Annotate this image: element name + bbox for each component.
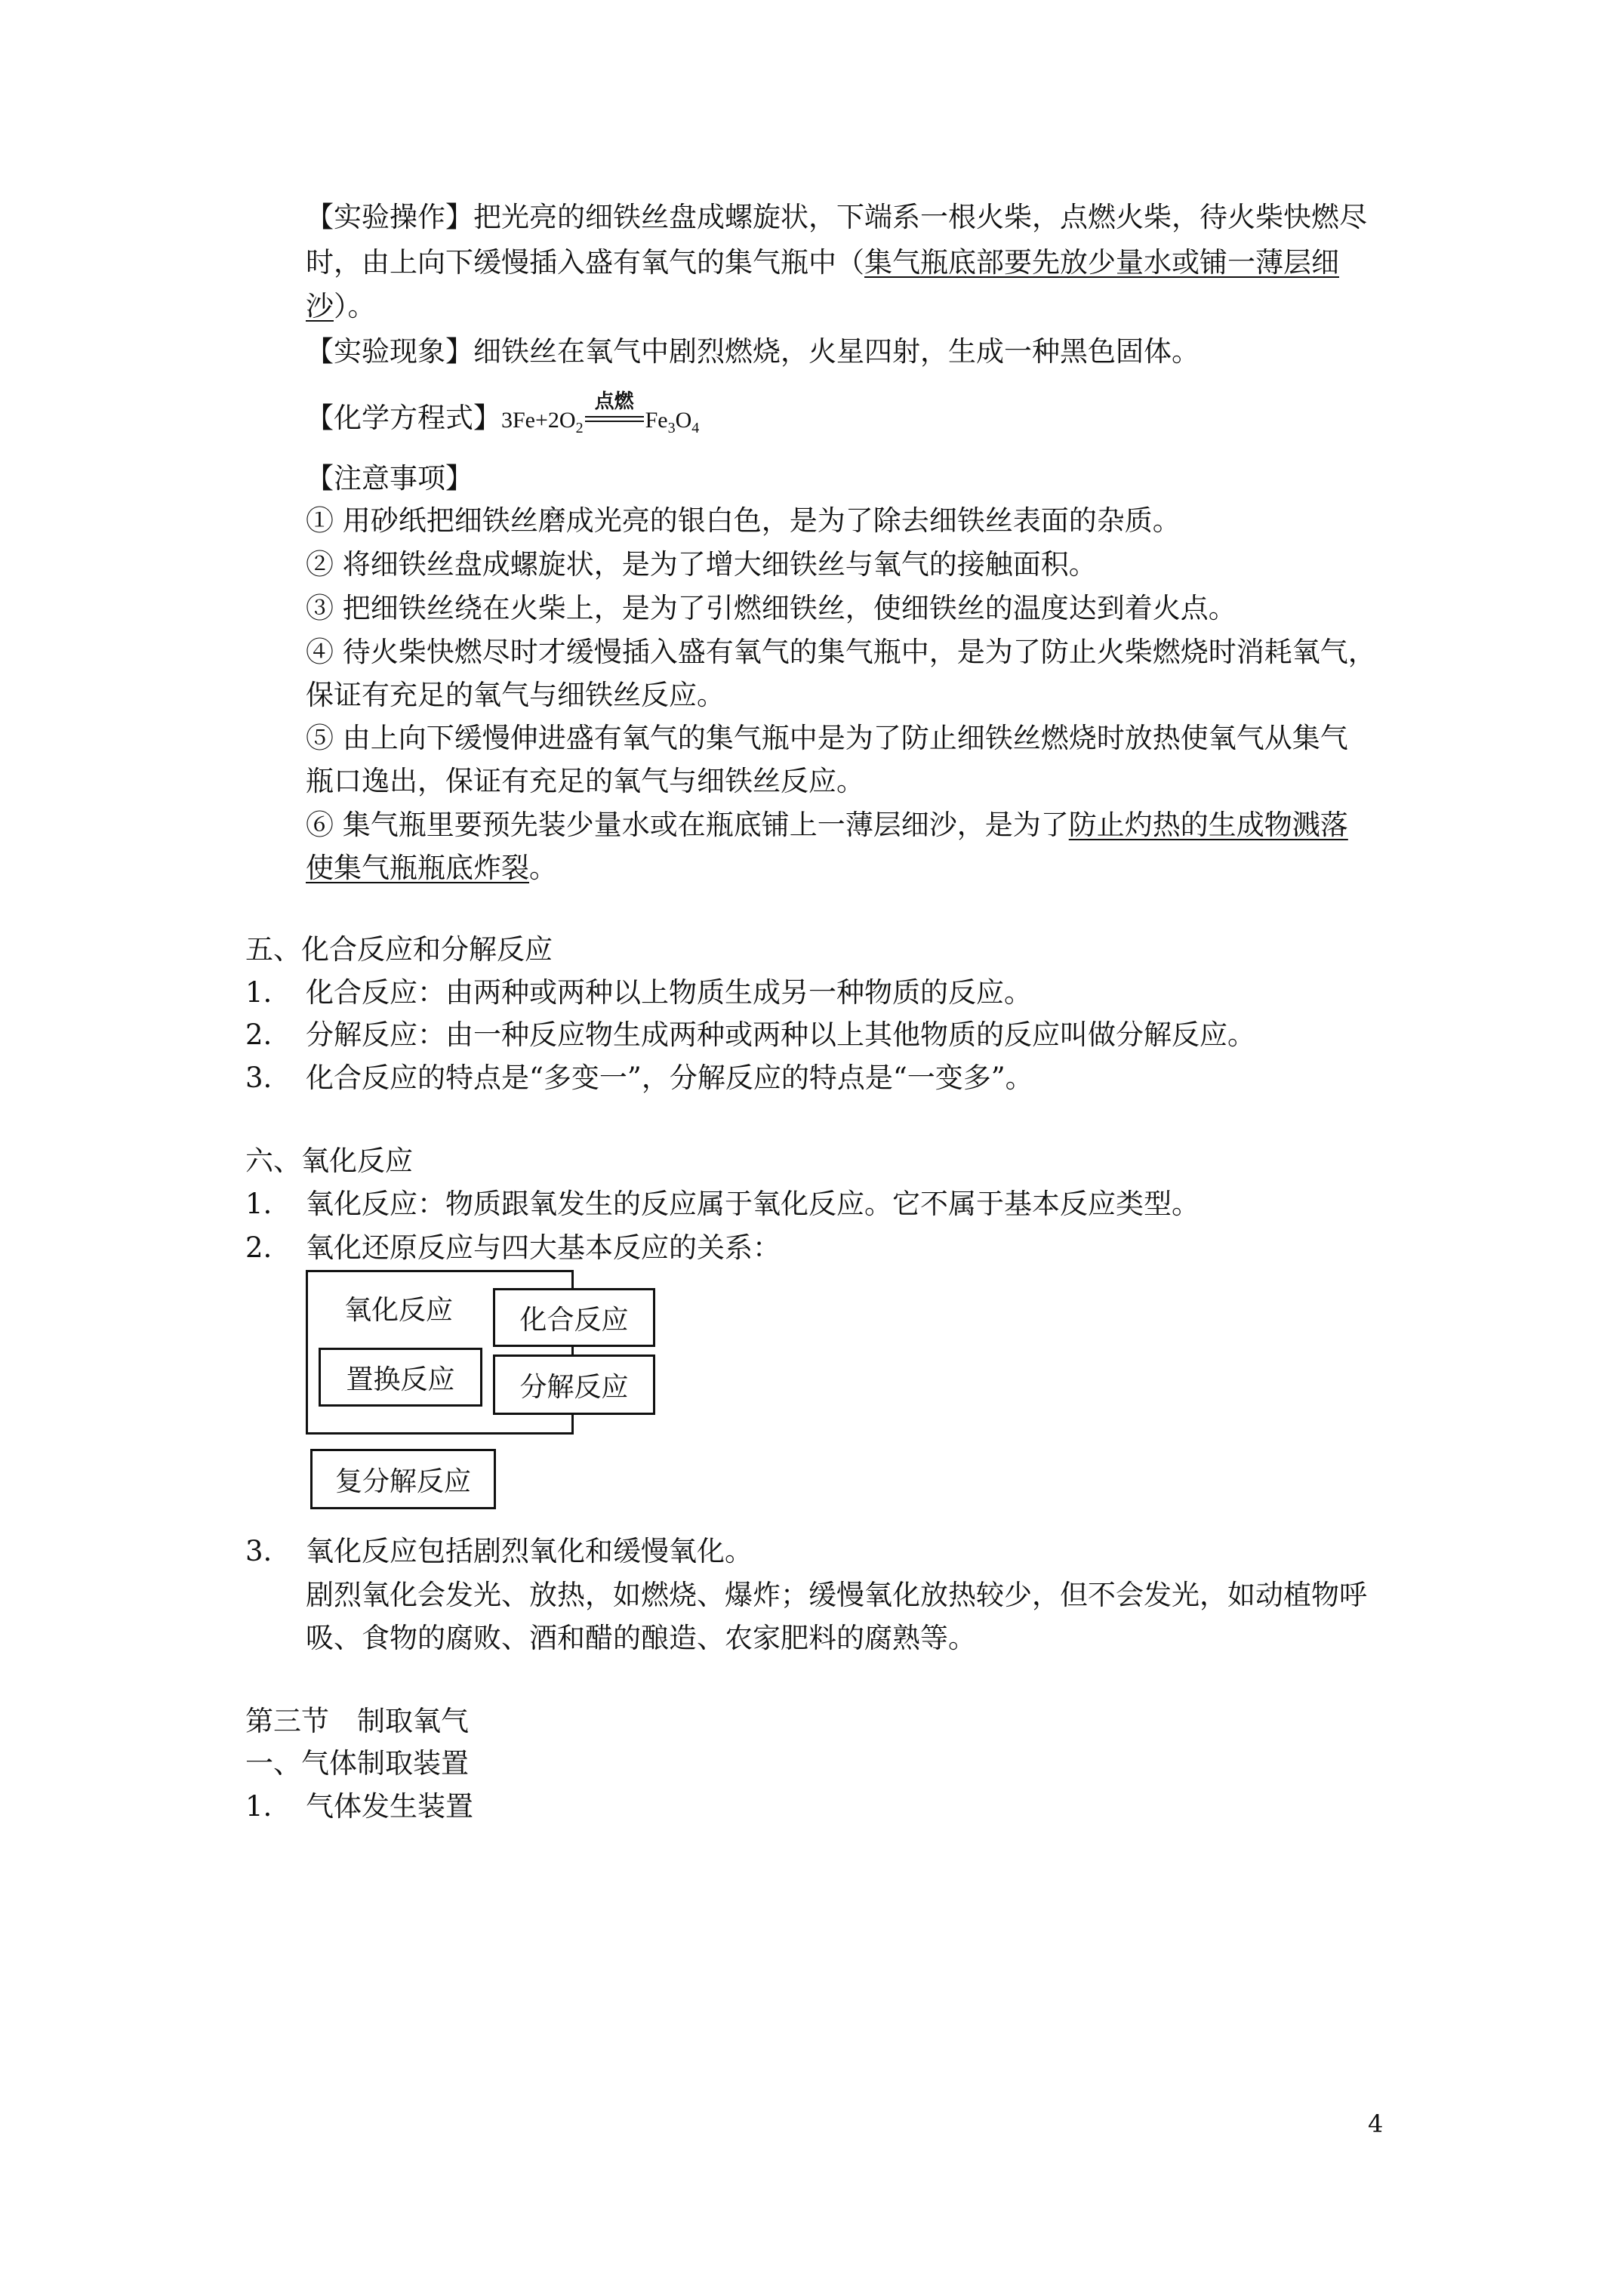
equation-left-text: 3Fe+2O <box>501 408 576 433</box>
item-number: 3. <box>245 1535 273 1567</box>
section6-title: 六、氧化反应 <box>245 1145 413 1177</box>
item-text: 氧化反应：物质跟氧发生的反应属于氧化反应。它不属于基本反应类型。 <box>306 1188 1200 1220</box>
note-5-cont: 瓶口逸出，保证有充足的氧气与细铁丝反应。 <box>306 765 864 797</box>
operation-underlined-2: 沙 <box>306 290 334 322</box>
item-text: 分解反应：由一种反应物生成两种或两种以上其他物质的反应叫做分解反应。 <box>306 1019 1255 1051</box>
note-5: ⑤ 由上向下缓慢伸进盛有氧气的集气瓶中是为了防止细铁丝燃烧时放热使氧气从集气 <box>306 722 1348 754</box>
note-4-cont: 保证有充足的氧气与细铁丝反应。 <box>306 679 725 711</box>
item-text: 化合反应的特点是“多变一”，分解反应的特点是“一变多”。 <box>306 1062 1033 1094</box>
item-number: 2. <box>245 1019 273 1051</box>
equation-left <box>501 408 584 436</box>
item-number: 2. <box>245 1231 273 1264</box>
equation-line <box>306 390 700 445</box>
note-4: ④ 待火柴快燃尽时才缓慢插入盛有氧气的集气瓶中，是为了防止火柴燃烧时消耗氧气， <box>306 636 1376 668</box>
section6-item-3-line-3: 吸、食物的腐败、酒和醋的酿造、农家肥料的腐熟等。 <box>306 1622 976 1654</box>
section6-item-1 <box>245 1187 1200 1222</box>
item-text: 氧化反应包括剧烈氧化和缓慢氧化。 <box>306 1535 753 1567</box>
operation-text-2: 时，由上向下缓慢插入盛有氧气的集气瓶中（ <box>306 246 864 279</box>
oxidation-reaction-label: 氧化反应 <box>344 1295 454 1326</box>
note-6-underlined: 防止灼热的生成物溅落 <box>1068 809 1348 841</box>
phenomenon-label: 【实验现象】 <box>306 335 473 368</box>
section3-item-1 <box>245 1789 473 1824</box>
section5-title: 五、化合反应和分解反应 <box>245 933 553 966</box>
section5-item-3 <box>245 1061 1033 1096</box>
operation-line-3 <box>306 289 376 324</box>
operation-line-2 <box>306 245 1339 280</box>
section6-item-3-line-2: 剧烈氧化会发光、放热，如燃烧、爆炸；缓慢氧化放热较少，但不会发光，如动植物呼 <box>306 1579 1367 1611</box>
section5-item-2 <box>245 1018 1255 1052</box>
item-text: 氧化还原反应与四大基本反应的关系： <box>306 1231 781 1264</box>
note-6-end: 。 <box>529 852 557 884</box>
operation-line-1 <box>306 200 1367 235</box>
item-number: 1. <box>245 1790 273 1823</box>
note-6-text: ⑥ 集气瓶里要预先装少量水或在瓶底铺上一薄层细沙，是为了 <box>306 809 1069 841</box>
section3-title: 第三节 制取氧气 <box>245 1705 469 1737</box>
combination-reaction-box <box>493 1288 655 1347</box>
item-text: 气体发生装置 <box>306 1790 473 1823</box>
notes-label: 【注意事项】 <box>306 462 473 495</box>
operation-label: 【实验操作】 <box>306 201 473 233</box>
decomposition-reaction-box <box>493 1354 655 1415</box>
phenomenon-line <box>306 334 1200 369</box>
item-number: 3. <box>245 1062 273 1094</box>
reaction-arrow <box>584 390 645 436</box>
equation-label: 【化学方程式】 <box>306 402 501 434</box>
note-6 <box>306 808 1348 843</box>
equation-right-fe: Fe <box>645 408 668 433</box>
note-3: ③ 把细铁丝绕在火柴上，是为了引燃细铁丝，使细铁丝的温度达到着火点。 <box>306 592 1236 624</box>
replacement-reaction-box <box>319 1348 482 1407</box>
note-1: ① 用砂纸把细铁丝磨成光亮的银白色，是为了除去细铁丝表面的杂质。 <box>306 504 1181 537</box>
note-2: ② 将细铁丝盘成螺旋状，是为了增大细铁丝与氧气的接触面积。 <box>306 548 1097 581</box>
replacement-reaction-label: 置换反应 <box>346 1364 455 1395</box>
section6-item-3 <box>245 1534 753 1569</box>
equation-right-o: O <box>675 408 692 433</box>
item-number: 1. <box>245 976 273 1009</box>
double-decomposition-reaction-label: 复分解反应 <box>334 1465 471 1497</box>
operation-underlined: 集气瓶底部要先放少量水或铺一薄层细 <box>864 246 1339 279</box>
reaction-condition: 点燃 <box>594 390 634 413</box>
phenomenon-text: 细铁丝在氧气中剧烈燃烧，火星四射，生成一种黑色固体。 <box>473 335 1200 368</box>
section3-subtitle: 一、气体制取装置 <box>245 1747 469 1780</box>
note-6-cont <box>306 851 557 886</box>
page-number: 4 <box>1368 2110 1384 2138</box>
section5-item-1 <box>245 975 1032 1010</box>
item-number: 1. <box>245 1188 273 1220</box>
equation-right-sub1: 3 <box>667 420 676 436</box>
item-text: 化合反应：由两种或两种以上物质生成另一种物质的反应。 <box>306 976 1032 1009</box>
operation-text-3: ）。 <box>334 290 376 322</box>
operation-text: 把光亮的细铁丝盘成螺旋状，下端系一根火柴，点燃火柴，待火柴快燃尽 <box>473 201 1367 233</box>
decomposition-reaction-label: 分解反应 <box>519 1371 629 1403</box>
section6-item-2 <box>245 1231 781 1265</box>
equation-right <box>645 408 700 436</box>
double-decomposition-reaction-box <box>310 1449 496 1509</box>
note-6-underlined-2: 使集气瓶瓶底炸裂 <box>306 852 529 884</box>
combination-reaction-label: 化合反应 <box>519 1304 629 1336</box>
equation-left-sub: 2 <box>575 420 584 436</box>
equation-right-sub2: 4 <box>691 420 700 436</box>
